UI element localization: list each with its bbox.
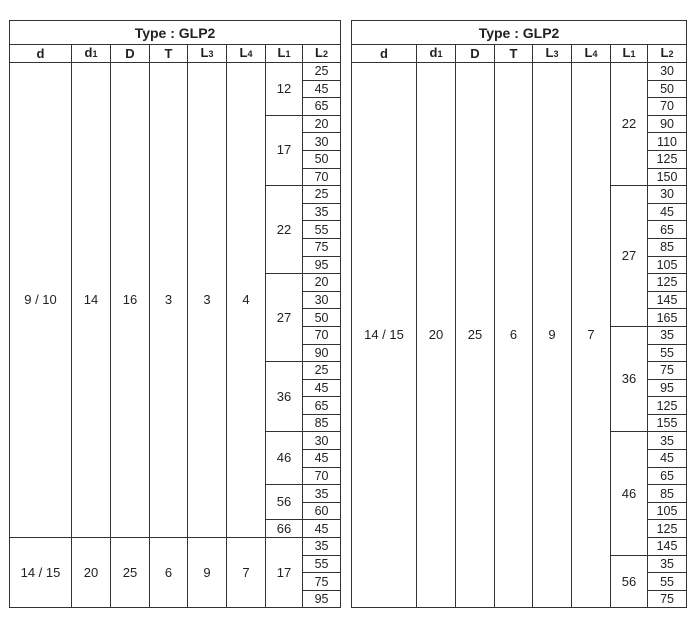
cell-l2: 75 bbox=[648, 362, 687, 380]
cell-l2: 95 bbox=[648, 379, 687, 397]
cell-l2: 45 bbox=[648, 203, 687, 221]
cell-l2: 75 bbox=[648, 590, 687, 608]
cell-l2: 70 bbox=[303, 326, 341, 344]
cell-l2: 75 bbox=[303, 238, 341, 256]
cell-d: 25 bbox=[111, 538, 150, 608]
cell-l2: 70 bbox=[303, 467, 341, 485]
cell-l2: 30 bbox=[648, 186, 687, 204]
header-D: D bbox=[111, 45, 150, 63]
cell-l2: 30 bbox=[303, 291, 341, 309]
table-row bbox=[352, 63, 687, 81]
cell-d1: 20 bbox=[417, 63, 456, 608]
cell-l2: 50 bbox=[303, 309, 341, 327]
cell-l2: 65 bbox=[303, 98, 341, 116]
cell-l2: 30 bbox=[303, 432, 341, 450]
cell-d1: 14 bbox=[72, 63, 111, 538]
cell-l4: 4 bbox=[227, 63, 266, 538]
cell-l2: 25 bbox=[303, 63, 341, 81]
cell-l2: 45 bbox=[303, 450, 341, 468]
cell-l1: 36 bbox=[611, 326, 648, 432]
cell-l2: 125 bbox=[648, 150, 687, 168]
cell-l2: 90 bbox=[648, 115, 687, 133]
cell-l1: 46 bbox=[611, 432, 648, 555]
cell-l2: 30 bbox=[648, 63, 687, 81]
header-T: T bbox=[150, 45, 188, 63]
cell-l2: 125 bbox=[648, 397, 687, 415]
header-T: T bbox=[495, 45, 533, 63]
cell-l3: 9 bbox=[188, 538, 227, 608]
cell-l2: 165 bbox=[648, 309, 687, 327]
cell-l2: 55 bbox=[648, 573, 687, 591]
cell-l2: 70 bbox=[648, 98, 687, 116]
cell-l2: 45 bbox=[303, 520, 341, 538]
left-spec-table bbox=[9, 20, 341, 608]
cell-l2: 95 bbox=[303, 256, 341, 274]
cell-l4: 7 bbox=[572, 63, 611, 608]
cell-l2: 60 bbox=[303, 502, 341, 520]
cell-l1: 27 bbox=[266, 274, 303, 362]
cell-l4: 7 bbox=[227, 538, 266, 608]
cell-l1: 66 bbox=[266, 520, 303, 538]
cell-d: 14 / 15 bbox=[10, 538, 72, 608]
cell-l1: 36 bbox=[266, 362, 303, 432]
cell-l2: 20 bbox=[303, 115, 341, 133]
cell-l2: 125 bbox=[648, 274, 687, 292]
header-d1: d1 bbox=[72, 45, 111, 63]
cell-l2: 45 bbox=[303, 80, 341, 98]
cell-l1: 17 bbox=[266, 115, 303, 185]
cell-l2: 20 bbox=[303, 274, 341, 292]
cell-l1: 27 bbox=[611, 186, 648, 327]
cell-l2: 55 bbox=[303, 221, 341, 239]
cell-d: 14 / 15 bbox=[352, 63, 417, 608]
header-L4: L4 bbox=[227, 45, 266, 63]
left-table-body bbox=[10, 63, 341, 608]
cell-t: 3 bbox=[150, 63, 188, 538]
cell-l2: 50 bbox=[303, 150, 341, 168]
header-L1: L1 bbox=[266, 45, 303, 63]
cell-l2: 45 bbox=[303, 379, 341, 397]
cell-l2: 95 bbox=[303, 590, 341, 608]
cell-l2: 145 bbox=[648, 538, 687, 556]
header-d: d bbox=[352, 45, 417, 63]
cell-l2: 85 bbox=[648, 485, 687, 503]
cell-l2: 90 bbox=[303, 344, 341, 362]
cell-l2: 55 bbox=[648, 344, 687, 362]
cell-l2: 30 bbox=[303, 133, 341, 151]
cell-l2: 35 bbox=[303, 203, 341, 221]
cell-l2: 25 bbox=[303, 186, 341, 204]
cell-d: 9 / 10 bbox=[10, 63, 72, 538]
table-row bbox=[10, 538, 341, 556]
cell-l2: 105 bbox=[648, 256, 687, 274]
cell-l1: 56 bbox=[611, 555, 648, 608]
cell-d1: 20 bbox=[72, 538, 111, 608]
cell-t: 6 bbox=[150, 538, 188, 608]
cell-l2: 125 bbox=[648, 520, 687, 538]
header-L1: L1 bbox=[611, 45, 648, 63]
header-L4: L4 bbox=[572, 45, 611, 63]
cell-l2: 75 bbox=[303, 573, 341, 591]
cell-l2: 50 bbox=[648, 80, 687, 98]
table-title: Type : GLP2 bbox=[352, 21, 687, 45]
cell-l3: 3 bbox=[188, 63, 227, 538]
cell-l2: 155 bbox=[648, 414, 687, 432]
cell-l2: 65 bbox=[303, 397, 341, 415]
cell-l2: 35 bbox=[303, 485, 341, 503]
cell-l1: 17 bbox=[266, 538, 303, 608]
cell-l2: 45 bbox=[648, 450, 687, 468]
cell-l2: 85 bbox=[648, 238, 687, 256]
header-d: d bbox=[10, 45, 72, 63]
header-D: D bbox=[456, 45, 495, 63]
cell-l1: 22 bbox=[266, 186, 303, 274]
cell-l2: 110 bbox=[648, 133, 687, 151]
table-title: Type : GLP2 bbox=[10, 21, 341, 45]
cell-l2: 150 bbox=[648, 168, 687, 186]
cell-l1: 12 bbox=[266, 63, 303, 116]
cell-l2: 35 bbox=[303, 538, 341, 556]
cell-l2: 35 bbox=[648, 326, 687, 344]
right-table-body bbox=[352, 63, 687, 608]
header-L3: L3 bbox=[533, 45, 572, 63]
cell-l2: 65 bbox=[648, 221, 687, 239]
cell-l1: 46 bbox=[266, 432, 303, 485]
header-d1: d1 bbox=[417, 45, 456, 63]
table-row bbox=[10, 63, 341, 81]
cell-l3: 9 bbox=[533, 63, 572, 608]
cell-l2: 85 bbox=[303, 414, 341, 432]
right-spec-table bbox=[351, 20, 687, 608]
cell-l2: 25 bbox=[303, 362, 341, 380]
cell-l2: 105 bbox=[648, 502, 687, 520]
cell-l2: 35 bbox=[648, 432, 687, 450]
cell-l1: 56 bbox=[266, 485, 303, 520]
cell-l2: 70 bbox=[303, 168, 341, 186]
cell-l2: 145 bbox=[648, 291, 687, 309]
cell-l2: 35 bbox=[648, 555, 687, 573]
header-L2: L2 bbox=[303, 45, 341, 63]
cell-d: 25 bbox=[456, 63, 495, 608]
cell-l2: 55 bbox=[303, 555, 341, 573]
cell-l1: 22 bbox=[611, 63, 648, 186]
header-L3: L3 bbox=[188, 45, 227, 63]
cell-d: 16 bbox=[111, 63, 150, 538]
cell-l2: 65 bbox=[648, 467, 687, 485]
cell-t: 6 bbox=[495, 63, 533, 608]
header-L2: L2 bbox=[648, 45, 687, 63]
